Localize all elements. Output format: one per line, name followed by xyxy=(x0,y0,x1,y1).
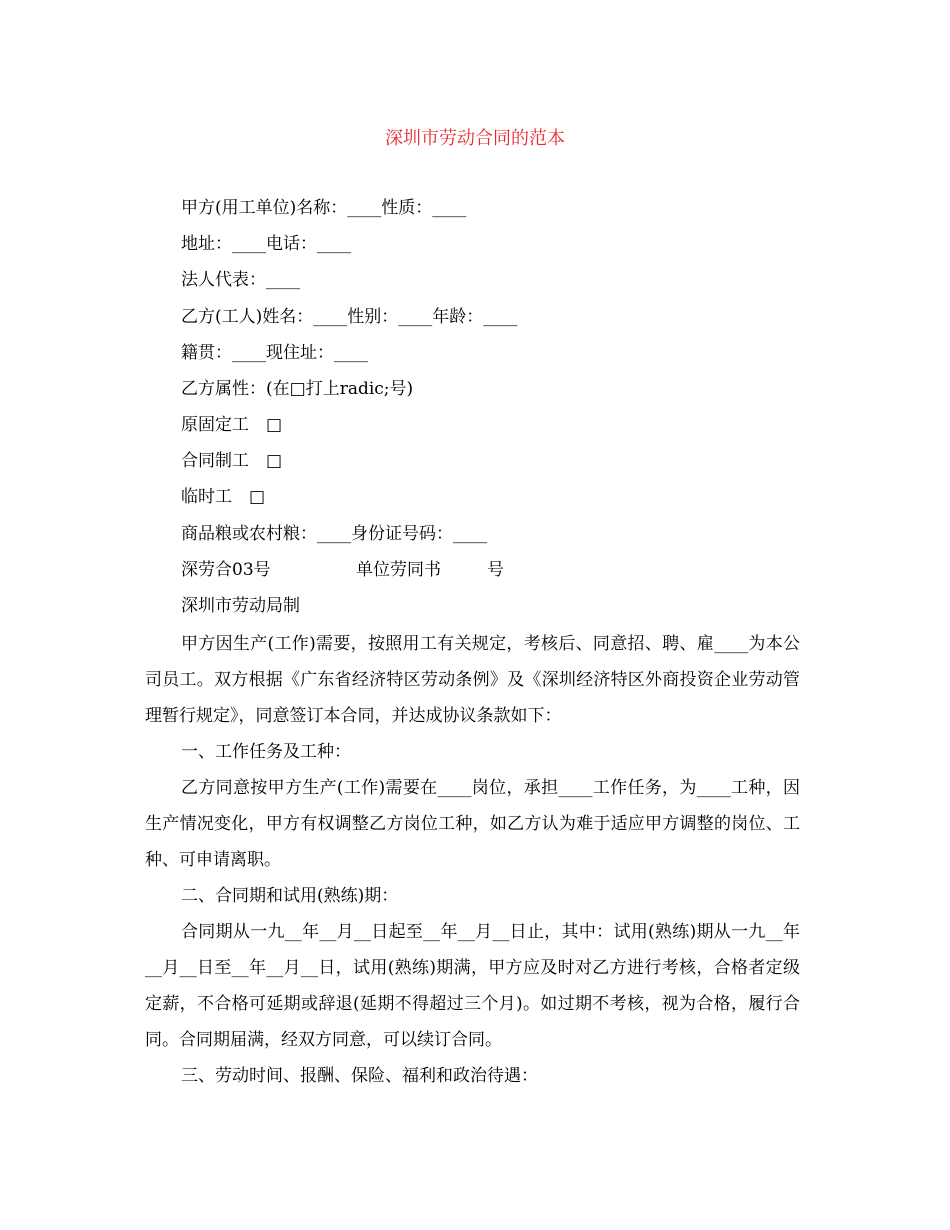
paragraph-section-2: 合同期从一九__年__月__日起至__年__月__日止，其中：试用(熟练)期从一九__年__月__日至__年__月__日，试用(熟练)期满，甲方应及时对乙方进行考核，合格者定级定薪，不合格可延期或辞退(延期不得超过三个月)。如过期不考核，视为合格，履行合同。合同期届满，经双方同意，可以续订合同。 xyxy=(145,922,800,1050)
field-grain-id: 商品粮或农村粮：____身份证号码：____ xyxy=(181,524,487,544)
paragraph-intro: 甲方因生产(工作)需要，按照用工有关规定，考核后、同意招、聘、雇____为本公司员工。双方根据《广东省经济特区劳动条例》及《深圳经济特区外商投资企业劳动管理暂行规定》，同意签订本合同，并达成协议条款如下： xyxy=(145,634,800,726)
paragraph-section-1: 乙方同意按甲方生产(工作)需要在____岗位，承担____工作任务，为____工种，因生产情况变化，甲方有权调整乙方岗位工种，如乙方认为难于适应甲方调整的岗位、工种、可申请离职。 xyxy=(145,778,800,870)
page-title: 深圳市劳动合同的范本 xyxy=(385,128,565,149)
issuer: 深圳市劳动局制 xyxy=(181,596,300,616)
option-permanent: 原固定工 □ xyxy=(181,415,283,435)
option-temporary: 临时工 □ xyxy=(181,487,266,507)
contract-book: 单位劳同书 xyxy=(356,560,441,580)
field-origin: 籍贯：____现住址：____ xyxy=(181,343,368,363)
option-contract: 合同制工 □ xyxy=(181,451,283,471)
contract-number: 深劳合03号 xyxy=(181,560,271,580)
field-party-b: 乙方(工人)姓名：____性别：____年龄：____ xyxy=(181,307,518,327)
heading-section-2: 二、合同期和试用(熟练)期： xyxy=(181,886,399,906)
field-party-a: 甲方(用工单位)名称：____性质：____ xyxy=(181,198,467,218)
contract-number-suffix: 号 xyxy=(487,560,504,580)
heading-section-3: 三、劳动时间、报酬、保险、福利和政治待遇： xyxy=(181,1066,538,1086)
field-address: 地址：____电话：____ xyxy=(181,234,351,254)
field-attribute: 乙方属性：(在□打上radic;号) xyxy=(181,379,414,399)
heading-section-1: 一、工作任务及工种： xyxy=(181,742,351,762)
field-legal-rep: 法人代表：____ xyxy=(181,270,300,290)
